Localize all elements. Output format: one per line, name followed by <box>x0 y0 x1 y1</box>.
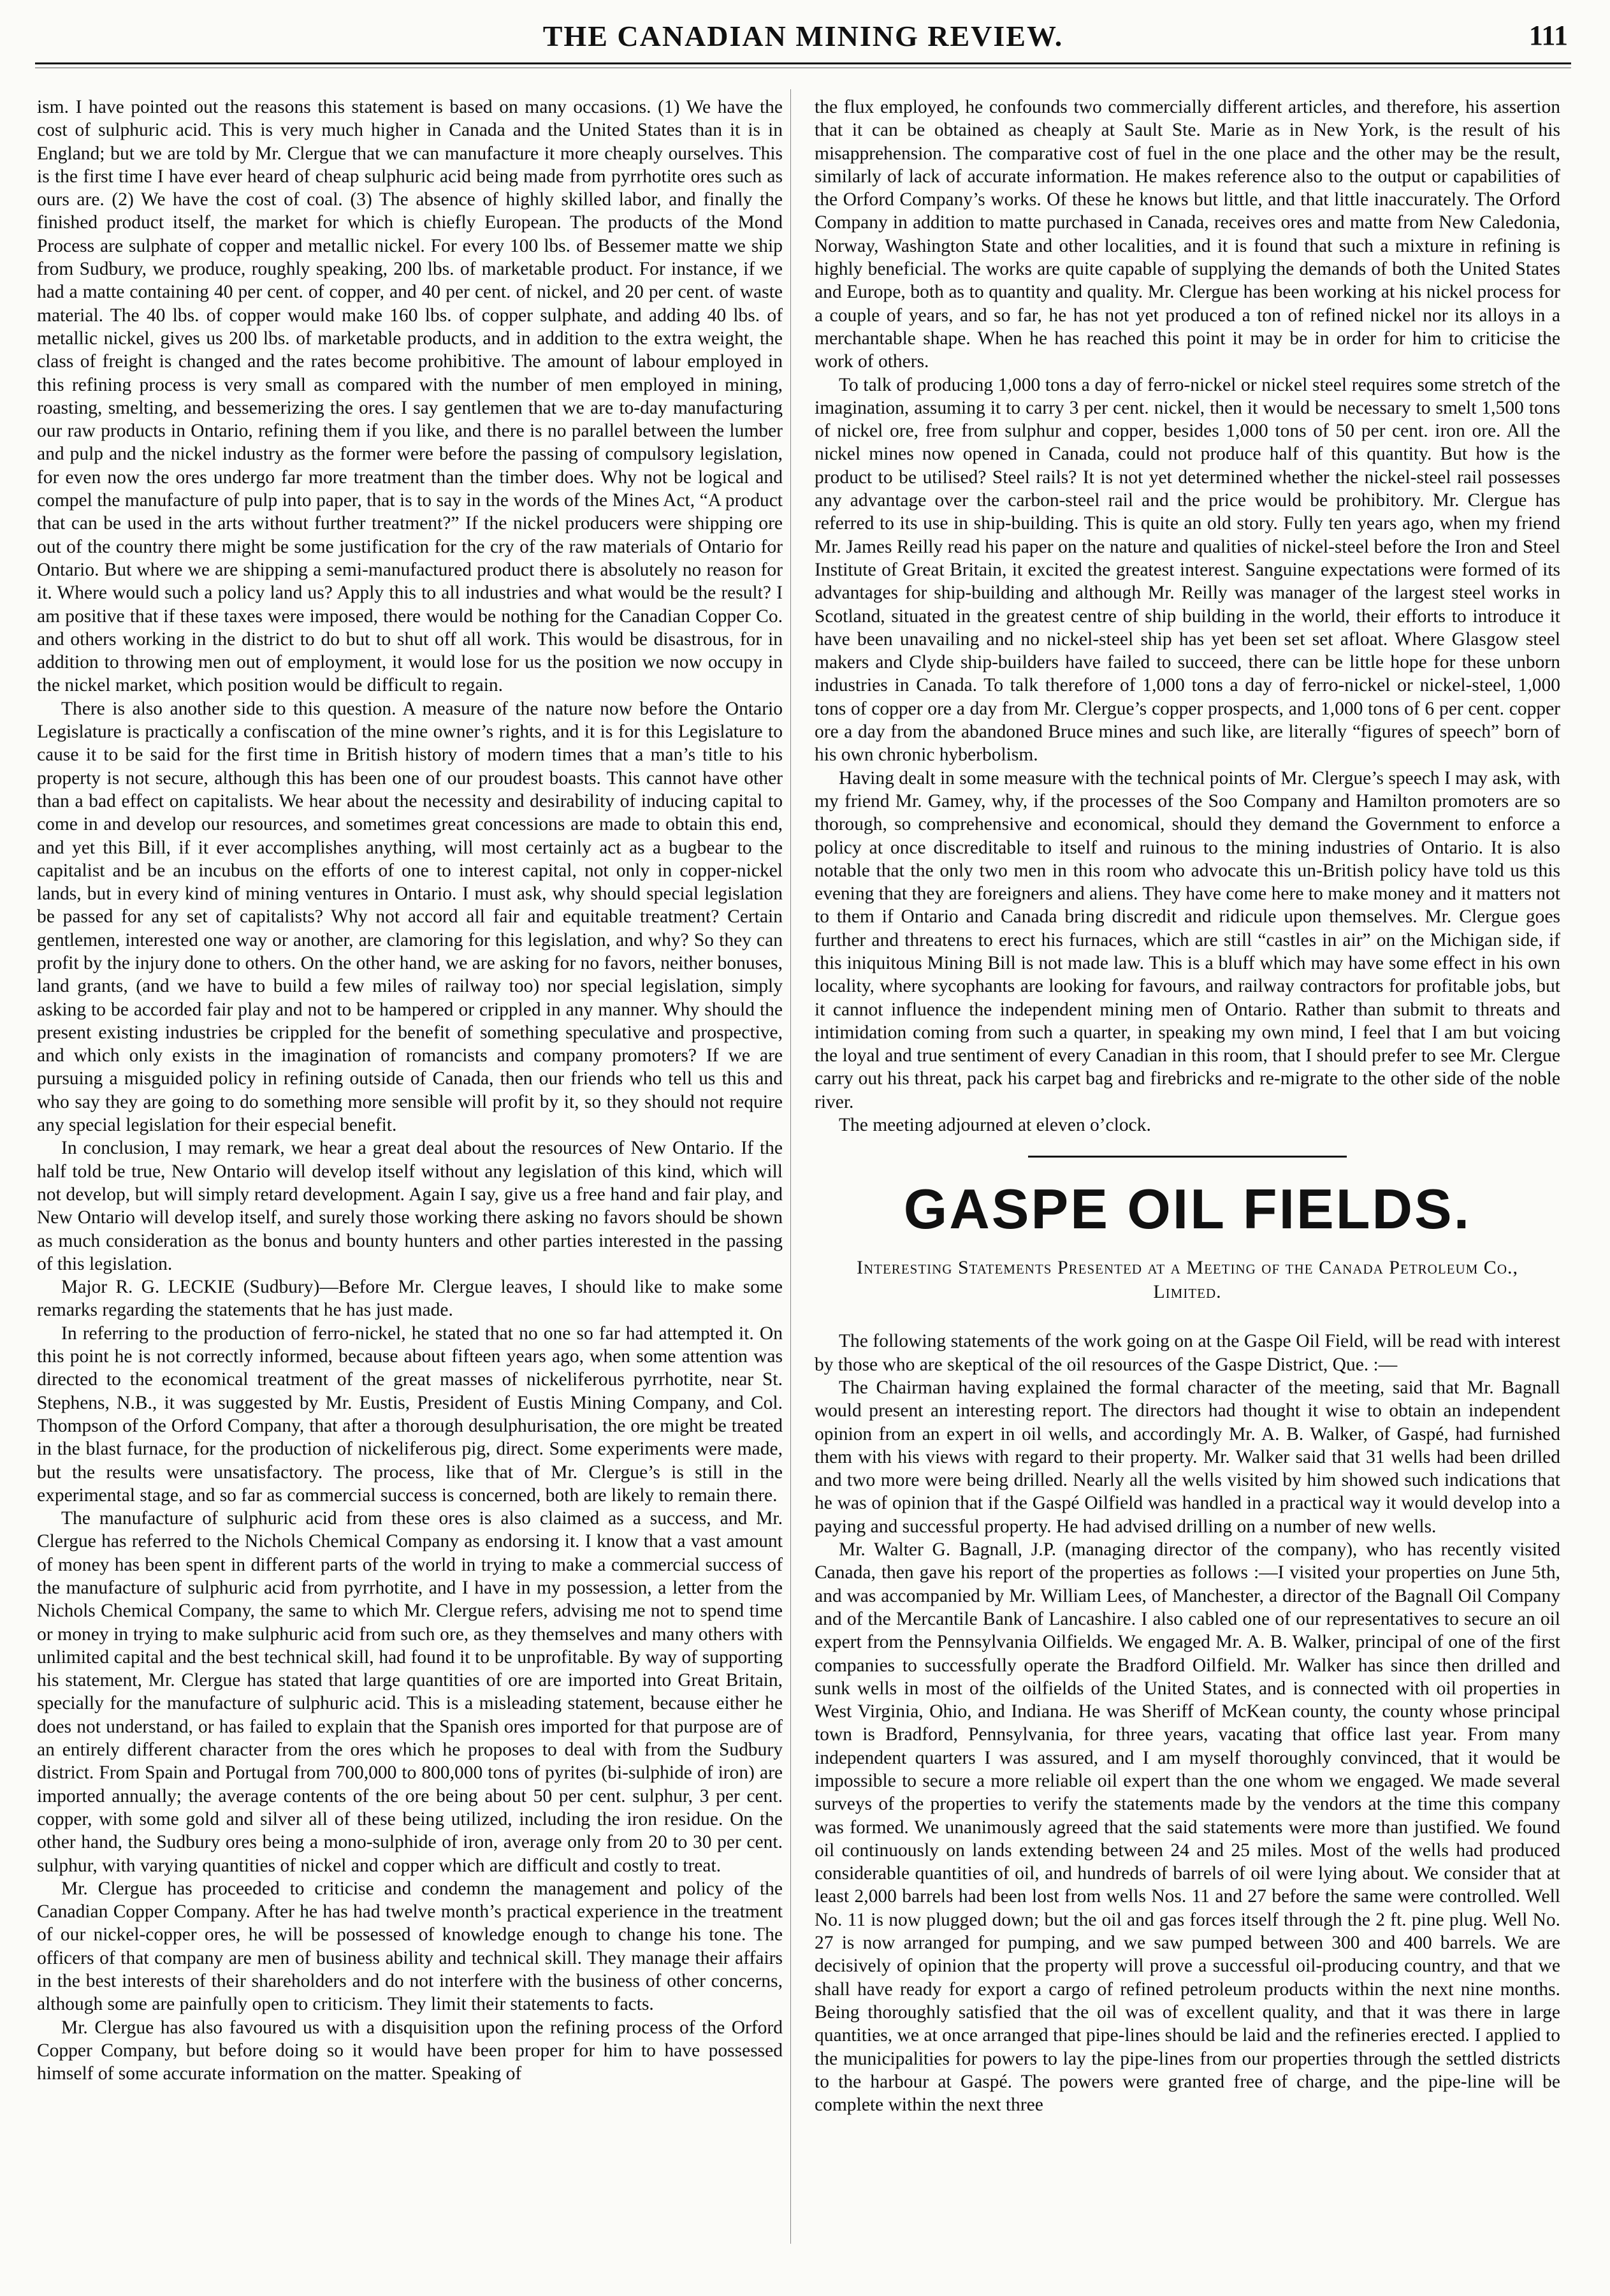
section-heading: GASPE OIL FIELDS. <box>903 1177 1472 1241</box>
right-column <box>815 96 1560 2116</box>
section-rule <box>1028 1156 1347 1158</box>
paragraph: In conclusion, I may remark, we hear a great deal about the resources of New Ontario. If the half told be true, New Ontario will develop itself without any legislation of this kind, which will not develop, but will simply retard development. Again I say, give us a free hand and fair play, and New Ontario will develop itself, and surely those working there asking no favors should be shown as much consideration as the bonus and bounty hunters and other parties interested in the passing of this legislation. <box>37 1138 783 1274</box>
header-rule <box>35 62 1571 67</box>
paragraph: Mr. Clergue has proceeded to criticise and condemn the management and policy of the Canadian Copper Company. After he has had twelve month’s practical experience in the treatment of our nickel-copper ores, he will be possessed of knowledge enough to change his tone. The officers of that company are men of business ability and technical skill. They manage their affairs in the best interests of their shareholders and do not interfere with the business of other concerns, although some are painfully open to criticism. They limit their statements to facts. <box>37 1878 783 2015</box>
paragraph: Mr. Clergue has also favoured us with a disquisition upon the refining process of the Orford Copper Company, but before doing so it would have been proper for him to have possessed himself of some accurate information on the matter. Speaking of <box>37 2017 783 2084</box>
section-subheading: Interesting Statements Presented at a Meeting of the Canada Petroleum Co., Limited. <box>857 1257 1518 1303</box>
paragraph: ism. I have pointed out the reasons this statement is based on many occasions. (1) We have the cost of sulphuric acid. This is very much higher in Canada and the United States than it is in England; but we are told by Mr. Clergue that we can manufacture it more cheaply ourselves. This is the first time I have ever heard of cheap sulphuric acid being made from pyrrhotite ores such as ours are. (2) We have the cost of coal. (3) The absence of highly skilled labor, and finally the finished product itself, the market for which is chiefly European. The products of the Mond Process are sulphate of copper and metallic nickel. For every 100 lbs. of Bessemer matte we ship from Sudbury, we produce, roughly speaking, 200 lbs. of marketable product. For instance, if we had a matte containing 40 per cent. of copper, and 40 per cent. of nickel, and 20 per cent. of waste material. The 40 lbs. of copper would make 160 lbs. of copper sulphate, and adding 40 lbs. of metallic nickel, gives us 200 lbs. of marketable products, and in addition to the extra weight, the class of freight is changed and the rates become prohibitive. The amount of labour employed in this refining process is very small as compared with the number of men employed in mining, roasting, smelting, and bessemerizing the ores. I say gentlemen that we are to-day manufacturing our raw products in Ontario, refining them if you like, and there is no parallel between the lumber and pulp and the nickel industry as the former were before the passing of compulsory legislation, for even now the ores undergo far more treatment than the timber does. Why not be logical and compel the manufacture of pulp into paper, that is to say in the words of the Mines Act, “A product that can be used in the arts without further treatment?” If the nickel producers were shipping ore out of the country there might be some justification for the cry of the raw materials of Ontario for Ontario. But where we are shipping a semi-manufactured product there is absolutely no reason for it. Where would such a policy land us? Apply this to all industries and what would be the result? I am positive that if these taxes were imposed, there would be nothing for the Canadian Copper Co. and others working in the district to do but to shut off all work. This would be disastrous, for in addition to throwing men out of employment, it would lose for us the position we now occupy in the nickel market, which position would be difficult to regain. <box>37 97 783 696</box>
paragraph: Mr. Walter G. Bagnall, J.P. (managing director of the company), who has recently visited Canada, then gave his report of the properties as follows :—I visited your properties on June 5th, and was accompanied by Mr. William Lees, of Manchester, a director of the Bagnall Oil Company and of the Mercantile Bank of Lancashire. I also cabled one of our representatives to secure an oil expert from the Pennsylvania Oilfields. We engaged Mr. A. B. Walker, principal of one of the first companies to successfully operate the Bradford Oilfield. Mr. Walker has since then drilled and sunk wells in most of the oilfields of the United States, and is connected with oil properties in West Virginia, Ohio, and Indiana. He was Sheriff of McKean county, the county whose principal town is Bradford, Pennsylvania, for three years, vacating that office last year. From many independent quarters I was assured, and I am myself thoroughly convinced, that it would be impossible to secure a more reliable oil expert than the one whom we engaged. We made several surveys of the properties to verify the statements made by the vendors at the time this company was formed. We unanimously agreed that the said statements were more than justified. We found oil continuously on lands extending between 24 and 25 miles. Most of the wells had produced considerable quantities of oil, and hundreds of barrels of oil were lying about. We consider that at least 2,000 barrels had been lost from wells Nos. 11 and 27 before the same were controlled. Well No. 11 is now plugged down; but the oil and gas forces itself through the 2 ft. pine plug. Well No. 27 is now arranged for pumping, and we saw pumped between 300 and 400 barrels. We are decisively of opinion that the property will prove a successful oil-producing country, and that we shall have ready for export a cargo of refined petroleum products within the next nine months. Being thoroughly satisfied that the oil was of excellent quality, and that it was there in large quantities, we at once arranged that pipe-lines should be laid and the refineries erected. I applied to the municipalities for powers to lay the pipe-lines from our properties through the settled districts to the harbour at Gaspé. The powers were granted free of charge, and the pipe-line will be complete within the next three <box>815 1539 1560 2116</box>
paragraph: The following statements of the work going on at the Gaspe Oil Field, will be read with interest by those who are skeptical of the oil resources of the Gaspe District, Que. :— <box>815 1331 1560 1375</box>
masthead <box>38 19 1568 64</box>
paragraph: Major R. G. LECKIE (Sudbury)—Before Mr. Clergue leaves, I should like to make some remarks regarding the statements that he has just made. <box>37 1277 783 1321</box>
paragraph: Having dealt in some measure with the technical points of Mr. Clergue’s speech I may ask, with my friend Mr. Gamey, why, if the processes of the Soo Company and Hamilton promoters are so thorough, so comprehensive and economical, should they demand the Government to enforce a policy at once discreditable to itself and ruinous to the mining industries of Ontario. It is also notable that the only two men in this room who advocate this un-British policy have told us this evening that they are foreigners and aliens. They have come here to make money and it matters not to them if Ontario and Canada bring discredit and ridicule upon themselves. Mr. Clergue goes further and threatens to erect his furnaces, which are still “castles in air” on the Michigan side, if this iniquitous Mining Bill is not made law. This is a bluff which may have some effect in his own locality, where sycophants are looking for favours, and railway contractors for profitable jobs, but it cannot influence the independent mining men of Ontario. Rather than submit to threats and intimidation coming from such a quarter, in speaking my own mind, I feel that I am but voicing the loyal and true sentiment of every Canadian in this room, that I should prefer to see Mr. Clergue carry out his threat, pack his carpet bag and firebricks and re-migrate to the other side of the noble river. <box>815 767 1560 1112</box>
paragraph: The manufacture of sulphuric acid from these ores is also claimed as a success, and Mr. Clergue has referred to the Nichols Chemical Company as endorsing it. I know that a vast amount of money has been spent in different parts of the world in trying to make a commercial success of the manufacture of sulphuric acid from pyrrhotite, and I have in my possession, a letter from the Nichols Chemical Company, the same to which Mr. Clergue refers, advising me not to spend time or money in trying to make sulphuric acid from such ore, as they themselves and many others with unlimited capital and the best technical skill, had found it to be unprofitable. By way of supporting his statement, Mr. Clergue has stated that large quantities of ore are imported into Great Britain, specially for the manufacture of sulphuric acid. This is a misleading statement, because either he does not understand, or has failed to explain that the Spanish ores imported for that purpose are of an entirely different character from the ores which he proposes to deal with from the Sudbury district. From Spain and Portugal from 700,000 to 800,000 tons of pyrites (bi-sulphide of iron) are imported annually; the average contents of the ore being about 50 per cent. sulphur, 3 per cent. copper, with some gold and silver all of these being utilized, including the iron residue. On the other hand, the Sudbury ores being a mono-sulphide of iron, average only from 20 to 30 per cent. sulphur, with varying quantities of nickel and copper which are difficult and costly to treat. <box>37 1508 783 1876</box>
paragraph: The Chairman having explained the formal character of the meeting, said that Mr. Bagnall would present an interesting report. The directors had thought it wise to obtain an independent opinion from an expert in oil wells, and accordingly Mr. A. B. Walker, of Gaspé, had furnished them with his views with regard to their property. Mr. Walker said that 31 wells had been drilled and two more were being drilled. Nearly all the wells visited by him showed such indications that he was of opinion that if the Gaspé Oilfield was handled in a practical way it would develop into a paying and successful property. He had advised drilling on a number of new wells. <box>815 1377 1560 1537</box>
page-number: 111 <box>1528 20 1568 51</box>
paragraph: In referring to the production of ferro-nickel, he stated that no one so far had attempted it. On this point he is not correctly informed, because about fifteen years ago, when some attention was directed to the economical treatment of the great masses of nickeliferous pyrrhotite, near St. Stephens, N.B., it was suggested by Mr. Eustis, President of Eustis Mining Company, and Col. Thompson of the Orford Company, that after a thorough desulphurisation, the ore might be treated in the blast furnace, for the production of nickeliferous pig, direct. Some experiments were made, but the results were unsatisfactory. The process, like that of Mr. Clergue’s is still in the experimental stage, and so far as commercial success is concerned, both are likely to remain there. <box>37 1323 783 1506</box>
paragraph: The meeting adjourned at eleven o’clock. <box>839 1115 1151 1136</box>
paragraph: the flux employed, he confounds two commercially different articles, and therefore, his assertion that it can be obtained as cheaply at Sault Ste. Marie as in New York, is the result of his misapprehension. The comparative cost of fuel in the one place and the other may be the result, similarly of lack of accurate information. He makes reference also to the output or capabilities of the Orford Company’s works. Of these he knows but little, and that little inaccurately. The Orford Company in addition to matte purchased in Canada, receives ores and matte from New Caledonia, Norway, Washington State and other localities, and it is found that such a mixture in refining is highly beneficial. The works are quite capable of supplying the demands of both the United States and Europe, both as to quantity and quality. Mr. Clergue has been working at his nickel process for a couple of years, and so far, he has not yet produced a ton of refined nickel nor its alloys in a merchantable shape. When he has reached this point it may be in order for him to criticise the work of others. <box>815 97 1560 372</box>
column-divider <box>790 89 791 2244</box>
paragraph: There is also another side to this question. A measure of the nature now before the Ontario Legislature is practically a confiscation of the mine owner’s rights, and it is for this Legislature to cause it to be said for the first time in British history of modern times that a man’s title to his property is not secure, although this has been one of our proudest boasts. This cannot have other than a bad effect on capitalists. We hear about the necessity and desirability of inducing capital to come in and develop our resources, and sometimes great concessions are made to obtain this end, and yet this Bill, if it ever accomplishes anything, will most certainly act as a bugbear to the capitalist and be an incubus on the efforts of one to interest capital, not only in copper-nickel lands, but in every kind of mining ventures in Ontario. I must ask, why should special legislation be passed for any set of capitalists? Why not accord all fair and equitable treatment? Certain gentlemen, interested one way or another, are clamoring for this legislation, and why? So they can profit by the injury done to others. On the other hand, we are asking for no favors, neither bonuses, land grants, (and we have to build a few miles of railway too) nor special legislation, simply asking to be accorded fair play and not to be hampered or crippled in any manner. Why should the present existing industries be crippled for the benefit of something speculative and prospective, and which only exists in the imagination of romancists and company promoters? If we are pursuing a misguided policy in refining outside of Canada, then our friends who tell us this and who say they are going to do something more sensible will profit by it, so they should not require any special legislation for their especial benefit. <box>37 698 783 1136</box>
left-column <box>37 96 783 2086</box>
paragraph: To talk of producing 1,000 tons a day of ferro-nickel or nickel steel requires some stretch of the imagination, assuming it to carry 3 per cent. nickel, then it would be necessary to smelt 1,500 tons of nickel ore, free from sulphur and copper, besides 1,000 tons of 50 per cent. iron ore. All the nickel mines now opened in Canada, could not produce half of this quantity. But how is the product to be utilised? Steel rails? It is not yet determined whether the nickel-steel rail possesses any advantage over the carbon-steel rail and the price would be prohibitory. Mr. Clergue has referred to its use in ship-building. This is quite an old story. Fully ten years ago, when my friend Mr. James Reilly read his paper on the nature and qualities of nickel-steel before the Iron and Steel Institute of Great Britain, it excited the greatest interest. Sanguine expectations were formed of its advantages for ship-building and although Mr. Reilly was manager of the largest steel works in Scotland, situated in the greatest centre of ship building in the world, their efforts to introduce it have been unavailing and no nickel-steel ship has yet been set set afloat. Where Glasgow steel makers and Clyde ship-builders have failed to succeed, there can be little hope for these unborn industries in Canada. To talk therefore of 1,000 tons a day of ferro-nickel or nickel-steel, 1,000 tons of copper ore a day from Mr. Clergue’s copper prospects, and 1,000 tons of 6 per cent. copper ore a day from the abandoned Bruce mines and such like, are literally “figures of speech” born of his own chronic hyberbolism. <box>815 374 1560 766</box>
publication-title: THE CANADIAN MINING REVIEW. <box>542 20 1064 52</box>
